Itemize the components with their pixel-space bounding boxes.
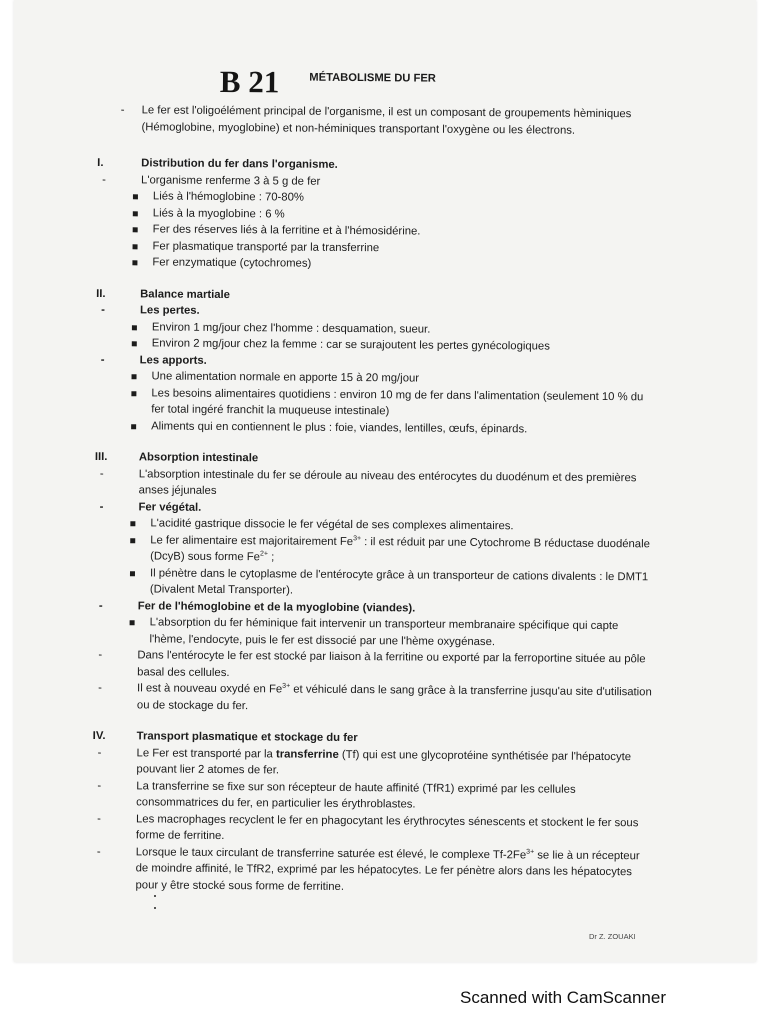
list-item	[94, 531, 654, 568]
dash-bullet	[95, 465, 109, 482]
list-item	[95, 384, 655, 421]
square-bullet-icon	[133, 194, 138, 199]
paragraph	[93, 647, 653, 684]
square-bullet-icon	[133, 211, 138, 216]
paragraph	[93, 680, 653, 717]
paragraph-text: Les macrophages recyclent le fer en phagocytant les érythrocytes sénescents et stockent le fer sous forme de ferritine.	[135, 812, 639, 843]
text-part: Lorsque le taux circulant de transferrine saturée est élevé, le complexe Tf-2Fe	[135, 845, 527, 861]
intro-paragraph	[97, 102, 657, 139]
text-part: : il est réduit par une Cytochrome B réductase duodénale (DcyB) sous forme Fe	[150, 535, 650, 564]
square-bullet-icon	[133, 244, 138, 249]
dash-bullet	[96, 302, 110, 319]
list-item	[95, 417, 655, 438]
scanner-watermark: Scanned with CamScanner	[460, 988, 667, 1007]
doc-title: MÉTABOLISME DU FER	[309, 71, 436, 85]
list-item-text: Aliments qui en contiennent le plus : foie, viandes, lentilles, œufs, épinards.	[151, 419, 528, 435]
dash-bullet	[93, 680, 107, 697]
section-4-title: Transport plasmatique et stockage du fer	[136, 730, 358, 745]
text-part: Le Fer est transporté par la	[136, 746, 277, 760]
paragraph-text	[137, 682, 652, 711]
superscript: 3+	[282, 682, 291, 690]
dash-bullet	[97, 171, 111, 188]
document-body	[91, 62, 658, 897]
superscript: 3+	[526, 848, 535, 856]
doc-header	[220, 63, 658, 104]
section-3-title: Absorption intestinale	[138, 451, 259, 465]
square-bullet-icon	[130, 620, 135, 625]
list-item	[96, 254, 656, 275]
superscript: 3+	[353, 534, 362, 542]
intro-text: Le fer est l'oligoélément principal de l'organisme, il est un composant de groupements hèminiques (Hémoglobine, myoglobine) et non-héminiques transportant l'oxygène ou les électrons.	[141, 104, 632, 137]
list-item	[93, 614, 653, 651]
pertes-heading-text: Les pertes.	[140, 304, 200, 317]
square-bullet-icon	[132, 325, 137, 330]
section-3-number: III.	[94, 450, 108, 464]
bold-term: transferrine	[275, 747, 339, 761]
list-item-text: Les besoins alimentaires quotidiens : environ 10 mg de fer dans l'alimentation (seulement 10 % du fer total ingéré franchit la muqueuse intestinale)	[151, 386, 644, 418]
square-bullet-icon	[130, 571, 135, 576]
dash-bullet	[92, 843, 106, 860]
square-bullet-icon	[131, 391, 136, 396]
section-1-lead-text: L'organisme renferme 3 à 5 g de fer	[141, 173, 321, 188]
section-3-lead-text: L'absorption intestinale du fer se déroule au niveau des entérocytes du duodénum et des premières anses jéjunales	[138, 467, 637, 497]
text-part: (Tf) qui est une glycoprotéine synthétisée par l'hépatocyte pouvant lier 2 atomes de fer.	[136, 748, 632, 777]
list-item-text: Liés à la myoglobine : 6 %	[152, 206, 285, 220]
list-item-text	[150, 534, 650, 563]
text-part: se lie à un récepteur de moindre affinité, le TfR2, exprimé par les hépatocytes. Le fer pénètre alors dans les hépatocytes pour y être stocké sous forme de ferritine.	[135, 848, 640, 893]
section-1-title: Distribution du fer dans l'organisme.	[141, 157, 338, 171]
list-item-text: Fer enzymatique (cytochromes)	[152, 256, 312, 270]
paragraph-text	[135, 846, 639, 893]
dash-bullet	[96, 351, 110, 368]
paragraph	[92, 810, 652, 847]
list-item-text: Une alimentation normale en apporte 15 à 20 mg/jour	[151, 370, 420, 385]
list-item-text: Fer des réserves liés à la ferritine et à l'hémosidérine.	[152, 223, 421, 238]
paragraph-text: Dans l'entérocyte le fer est stocké par liaison à la ferritine ou exporté par la ferroportine située au pôle basal des cellules.	[137, 649, 646, 679]
paragraph	[92, 744, 652, 781]
list-item-text: L'absorption du fer héminique fait intervenir un transporteur membranaire spécifique qui capte l'hème, l'endocyte, puis le fer est dissocié par une l'hème oxygénase.	[149, 616, 619, 648]
superscript: 2+	[259, 550, 269, 558]
apports-heading-text: Les apports.	[139, 353, 207, 367]
square-bullet-icon	[132, 341, 137, 346]
paragraph	[92, 777, 652, 814]
section-2-number: II.	[96, 287, 106, 300]
dash-bullet	[92, 810, 106, 827]
scanned-page	[14, 0, 756, 962]
list-item	[94, 564, 654, 601]
square-bullet-icon	[130, 521, 135, 526]
list-item-text: Environ 2 mg/jour chez la femme : car se surajoutent les pertes gynécologiques	[151, 337, 550, 353]
section-4-number: IV.	[92, 729, 106, 743]
square-bullet-icon	[133, 227, 138, 232]
square-bullet-icon	[130, 538, 135, 543]
text-part: Le fer alimentaire est majoritairement Fe	[150, 533, 354, 548]
scan-specks	[154, 895, 157, 919]
list-item-text: L'acidité gastrique dissocie le fer végétal de ses complexes alimentaires.	[150, 517, 514, 533]
section-3-lead	[95, 465, 655, 502]
list-item-text: Fer plasmatique transporté par la transferrine	[152, 239, 380, 254]
list-item-text: Il pénètre dans le cytoplasme de l'entérocyte grâce à un transporteur de cations divalents : le DMT1 (Divalent Metal Transporter).	[149, 566, 649, 597]
square-bullet-icon	[132, 374, 137, 379]
paragraph-text: La transferrine se fixe sur son récepteur de haute affinité (TfR1) exprimé par les cellules consommatrices du fer, en particulier les érythroblastes.	[136, 779, 576, 811]
paragraph	[91, 843, 651, 897]
text-part: Il est à nouveau oxydé en Fe	[137, 682, 283, 696]
list-item-text: Liés à l'hémoglobine : 70-80%	[152, 190, 304, 204]
square-bullet-icon	[132, 260, 137, 265]
fer-hem-heading-text: Fer de l'hémoglobine et de la myoglobine (viandes).	[137, 599, 416, 615]
section-1-number: I.	[97, 156, 104, 170]
dash-bullet	[94, 498, 108, 515]
author-signature: Dr Z. ZOUAKI	[589, 932, 636, 941]
dash-bullet	[116, 102, 130, 119]
doc-code: B 21	[219, 63, 280, 100]
dash-bullet	[93, 647, 107, 664]
dash-bullet	[93, 744, 107, 761]
square-bullet-icon	[131, 424, 136, 429]
paragraph-text	[136, 747, 631, 777]
dash-bullet	[92, 777, 106, 794]
text-part: et véhiculé dans le sang grâce à la transferrine jusqu'au site d'utilisation ou de stockage du fer.	[136, 683, 652, 712]
list-item-text: Environ 1 mg/jour chez l'homme : desquamation, sueur.	[151, 320, 431, 336]
section-2-title: Balance martiale	[140, 287, 231, 301]
fer-vegetal-heading-text: Fer végétal.	[138, 500, 202, 514]
text-part: ;	[267, 551, 275, 564]
dash-bullet	[94, 597, 108, 614]
